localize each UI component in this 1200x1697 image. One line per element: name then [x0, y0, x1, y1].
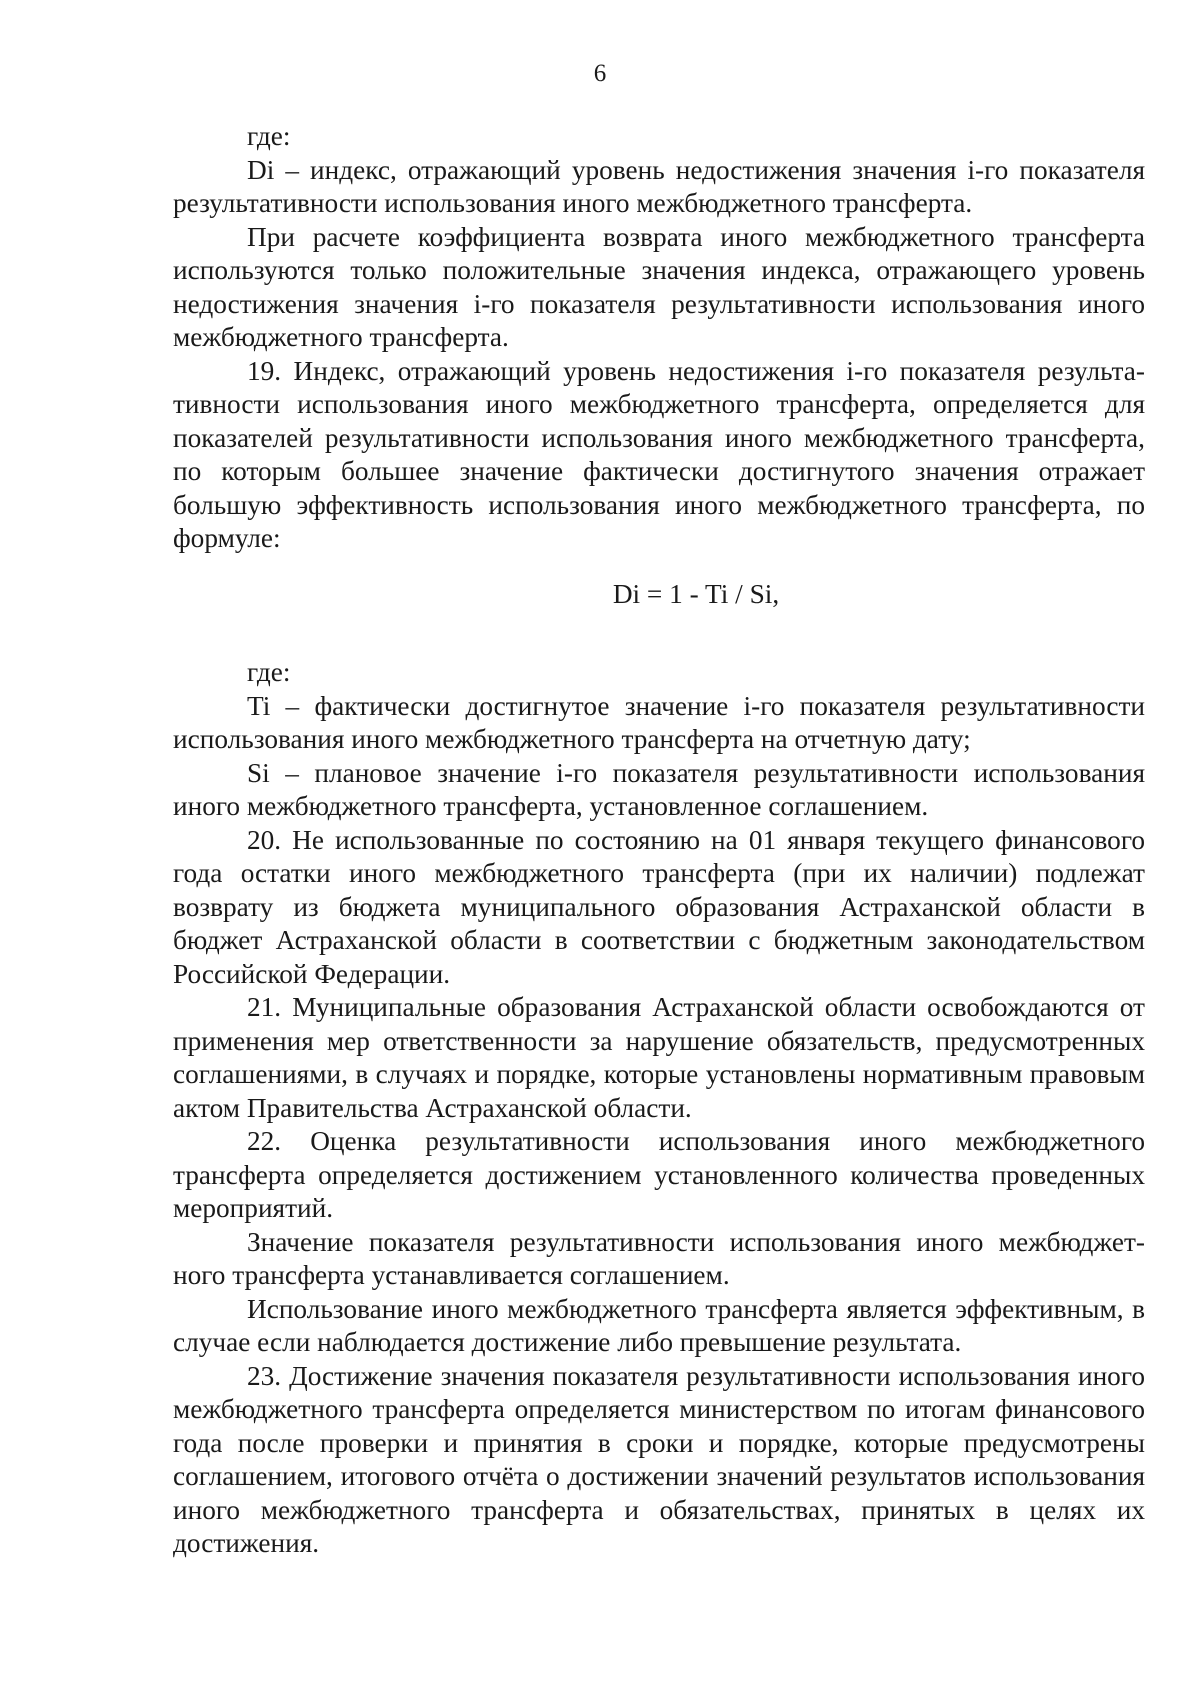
paragraph-item-22: 22. Оценка результативности использования иного межбюджетного трансферта определяется достижением установленного количества проведенных мероприятий. [173, 1126, 1145, 1223]
paragraph-where-1: где: [247, 121, 291, 151]
page-number: 6 [593, 60, 607, 87]
paragraph-effectiveness: Использование иного межбюджетного трансферта является эффективным, в случае если наблюдается достижение либо превышение результата. [173, 1293, 1145, 1357]
paragraph-item-20: 20. Не использованные по состоянию на 01 января текущего финансового года остатки иного межбюджетного трансферта (при их наличии) подлежат возврату из бюджета муниципального образования Астраханской области в бюджет Астраханской области в соответствии с бюджетным законодательством Российской Федерации. [173, 824, 1145, 989]
paragraph-item-19: 19. Индекс, отражающий уровень недостижения i-го показателя результативности использования иного межбюджетного трансферта, определяется для показателей результативности использования иного межбюджетного трансферта, по которым большее значение фактически достигнутого значения отражает большую эффективность использования иного межбюджетного трансферта, по формуле: [173, 355, 1145, 553]
paragraph-indicator-value: Значение показателя результативности использования иного межбюджетного трансферта устанавливается соглашением. [173, 1226, 1145, 1290]
formula: Di = 1 - Ti / Si, [612, 578, 780, 609]
paragraph-si-definition: Si – плановое значение i-го показателя результативности использования иного межбюджетного трансферта, установленное соглашением. [173, 757, 1145, 821]
paragraph-ti-definition: Ti – фактически достигнутое значение i-го показателя результативности использования иного межбюджетного трансферта на отчетную дату; [173, 690, 1145, 754]
document-body [173, 120, 1145, 1561]
paragraph-di-definition: Di – индекс, отражающий уровень недостижения значения i-го показателя результативности использования иного межбюджетного трансферта. [173, 154, 1145, 218]
paragraph-item-21: 21. Муниципальные образования Астраханской области освобождаются от применения мер ответственности за нарушение обязательств, предусмотренных соглашениями, в случаях и порядке, которые установлены нормативным правовым актом Правительства Астраханской области. [173, 992, 1145, 1123]
paragraph-item-23: 23. Достижение значения показателя результативности использования иного межбюджетного трансферта определяется министерством по итогам финансового года после проверки и принятия в сроки и порядке, которые предусмотрены соглашением, итогового отчёта о достижении значений результатов использования иного межбюджетного трансферта и обязательствах, принятых в целях их достижения. [173, 1360, 1145, 1558]
paragraph-where-2: где: [247, 657, 291, 687]
paragraph-coefficient-note: При расчете коэффициента возврата иного межбюджетного трансферта используются только положительные значения индекса, отражающего уровень недостижения значения i-го показателя результативности использования иного межбюджетного трансферта. [173, 221, 1145, 352]
